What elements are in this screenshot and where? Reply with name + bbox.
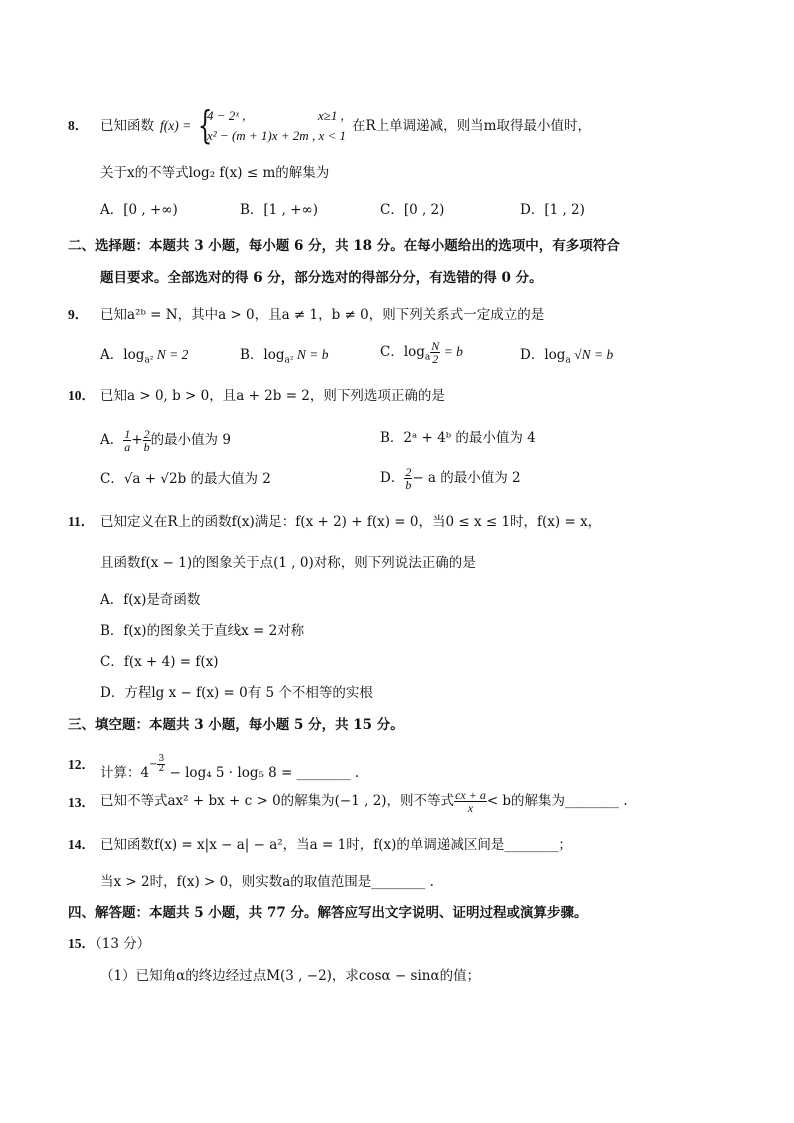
q8-lead: 已知函数 bbox=[100, 118, 154, 134]
q13-stem: 已知不等式ax² + bx + c > 0的解集为(−1 , 2)，则不等式 $\frac{cx + a}{x}$ < b的解集为________ . bbox=[100, 788, 628, 815]
q12-number: 12． bbox=[68, 757, 95, 772]
q11-option-a: A．f(x)是奇函数 bbox=[100, 592, 201, 608]
q11-stem: 已知定义在R上的函数f(x)满足：f(x + 2) + f(x) = 0，当0 ≤ x ≤ 1时，f(x) = x， bbox=[100, 514, 602, 530]
q9-option-c: C．$\log_a$ $\frac{N}{2}$ = b bbox=[380, 339, 463, 366]
q8-piecewise-brace: { bbox=[197, 103, 213, 147]
q10-option-c: C．√a + √2b 的最大值为 2 bbox=[100, 471, 271, 487]
q8-line2: 关于x的不等式log₂ f(x) ≤ m的解集为 bbox=[100, 165, 330, 181]
q15-part1: （1）已知角α的终边经过点M(3 , −2)，求cosα − sinα的值； bbox=[100, 968, 481, 984]
q8-piece2-expr: x² − (m + 1)x + 2m , x < 1 bbox=[207, 128, 346, 143]
q8-option-c: C．[0 , 2) bbox=[380, 202, 445, 218]
q11-option-c: C．f(x + 4) = f(x) bbox=[100, 654, 219, 670]
q8-fx: f(x) = bbox=[160, 118, 192, 133]
section4-heading: 四、解答题：本题共 5 小题，共 77 分。解答应写出文字说明、证明过程或演算步骤。 bbox=[68, 905, 588, 921]
q11-number: 11． bbox=[68, 514, 95, 529]
q8-number: 8． bbox=[68, 118, 89, 133]
q14-stem: 已知函数f(x) = x|x − a| − a²，当a = 1时，f(x)的单调递减区间是________； bbox=[100, 837, 572, 853]
q10-option-b: B．2ᵃ + 4ᵇ 的最小值为 4 bbox=[380, 430, 536, 446]
section3-heading: 三、填空题：本题共 3 小题，每小题 5 分，共 15 分。 bbox=[68, 717, 404, 733]
q9-option-b: B．$\log_{a^2} N = b$ bbox=[240, 347, 329, 366]
section2-heading-line1: 二、选择题：本题共 3 小题，每小题 6 分，共 18 分。在每小题给出的选项中，有多项符合 bbox=[68, 238, 620, 254]
q9-option-d: D．$\log_a √N = b$ bbox=[520, 347, 614, 366]
q8-tail: 在R上单调递减，则当m取得最小值时， bbox=[352, 118, 591, 134]
q15-number: 15．（13 分） bbox=[68, 936, 151, 952]
q8-option-a: A．[0 , +∞) bbox=[100, 202, 178, 218]
q11-line2: 且函数f(x − 1)的图象关于点(1 , 0)对称，则下列说法正确的是 bbox=[100, 555, 476, 571]
q14-number: 14． bbox=[68, 837, 95, 852]
q10-option-d: D． $\frac{2}{b}$ − a 的最小值为 2 bbox=[380, 465, 521, 492]
q9-option-a: A．$\log_{a^2} N = 2$ bbox=[100, 347, 189, 366]
q12-expression: 计算：4− $\frac{3}{2}$ − log₄ 5 · log₅ 8 = ________ . bbox=[100, 754, 360, 781]
q8-piece1-expr: 4 − 2ˣ , bbox=[207, 108, 246, 123]
q8-piece1-cond: x≥1 , bbox=[318, 108, 344, 123]
q9-number: 9． bbox=[68, 307, 89, 322]
q8-option-d: D．[1 , 2) bbox=[520, 202, 585, 218]
q10-number: 10． bbox=[68, 388, 95, 403]
q9-stem: 已知a²ᵇ = N，其中a > 0，且a ≠ 1，b ≠ 0，则下列关系式一定成立的是 bbox=[100, 307, 545, 323]
q8-option-b: B．[1 , +∞) bbox=[240, 202, 318, 218]
q13-number: 13． bbox=[68, 795, 95, 810]
q10-option-a: A． $\frac{1}{a}$ + $\frac{2}{b}$ 的最小值为 9 bbox=[100, 427, 231, 454]
q11-option-b: B．f(x)的图象关于直线x = 2对称 bbox=[100, 623, 305, 639]
q10-stem: 已知a > 0, b > 0，且a + 2b = 2，则下列选项正确的是 bbox=[100, 388, 445, 404]
section2-heading-line2: 题目要求。全部选对的得 6 分，部分选对的得部分分，有选错的得 0 分。 bbox=[100, 270, 543, 286]
q14-line2: 当x > 2时，f(x) > 0，则实数a的取值范围是________ . bbox=[100, 874, 434, 890]
q11-option-d: D．方程lg x − f(x) = 0有 5 个不相等的实根 bbox=[100, 685, 373, 701]
